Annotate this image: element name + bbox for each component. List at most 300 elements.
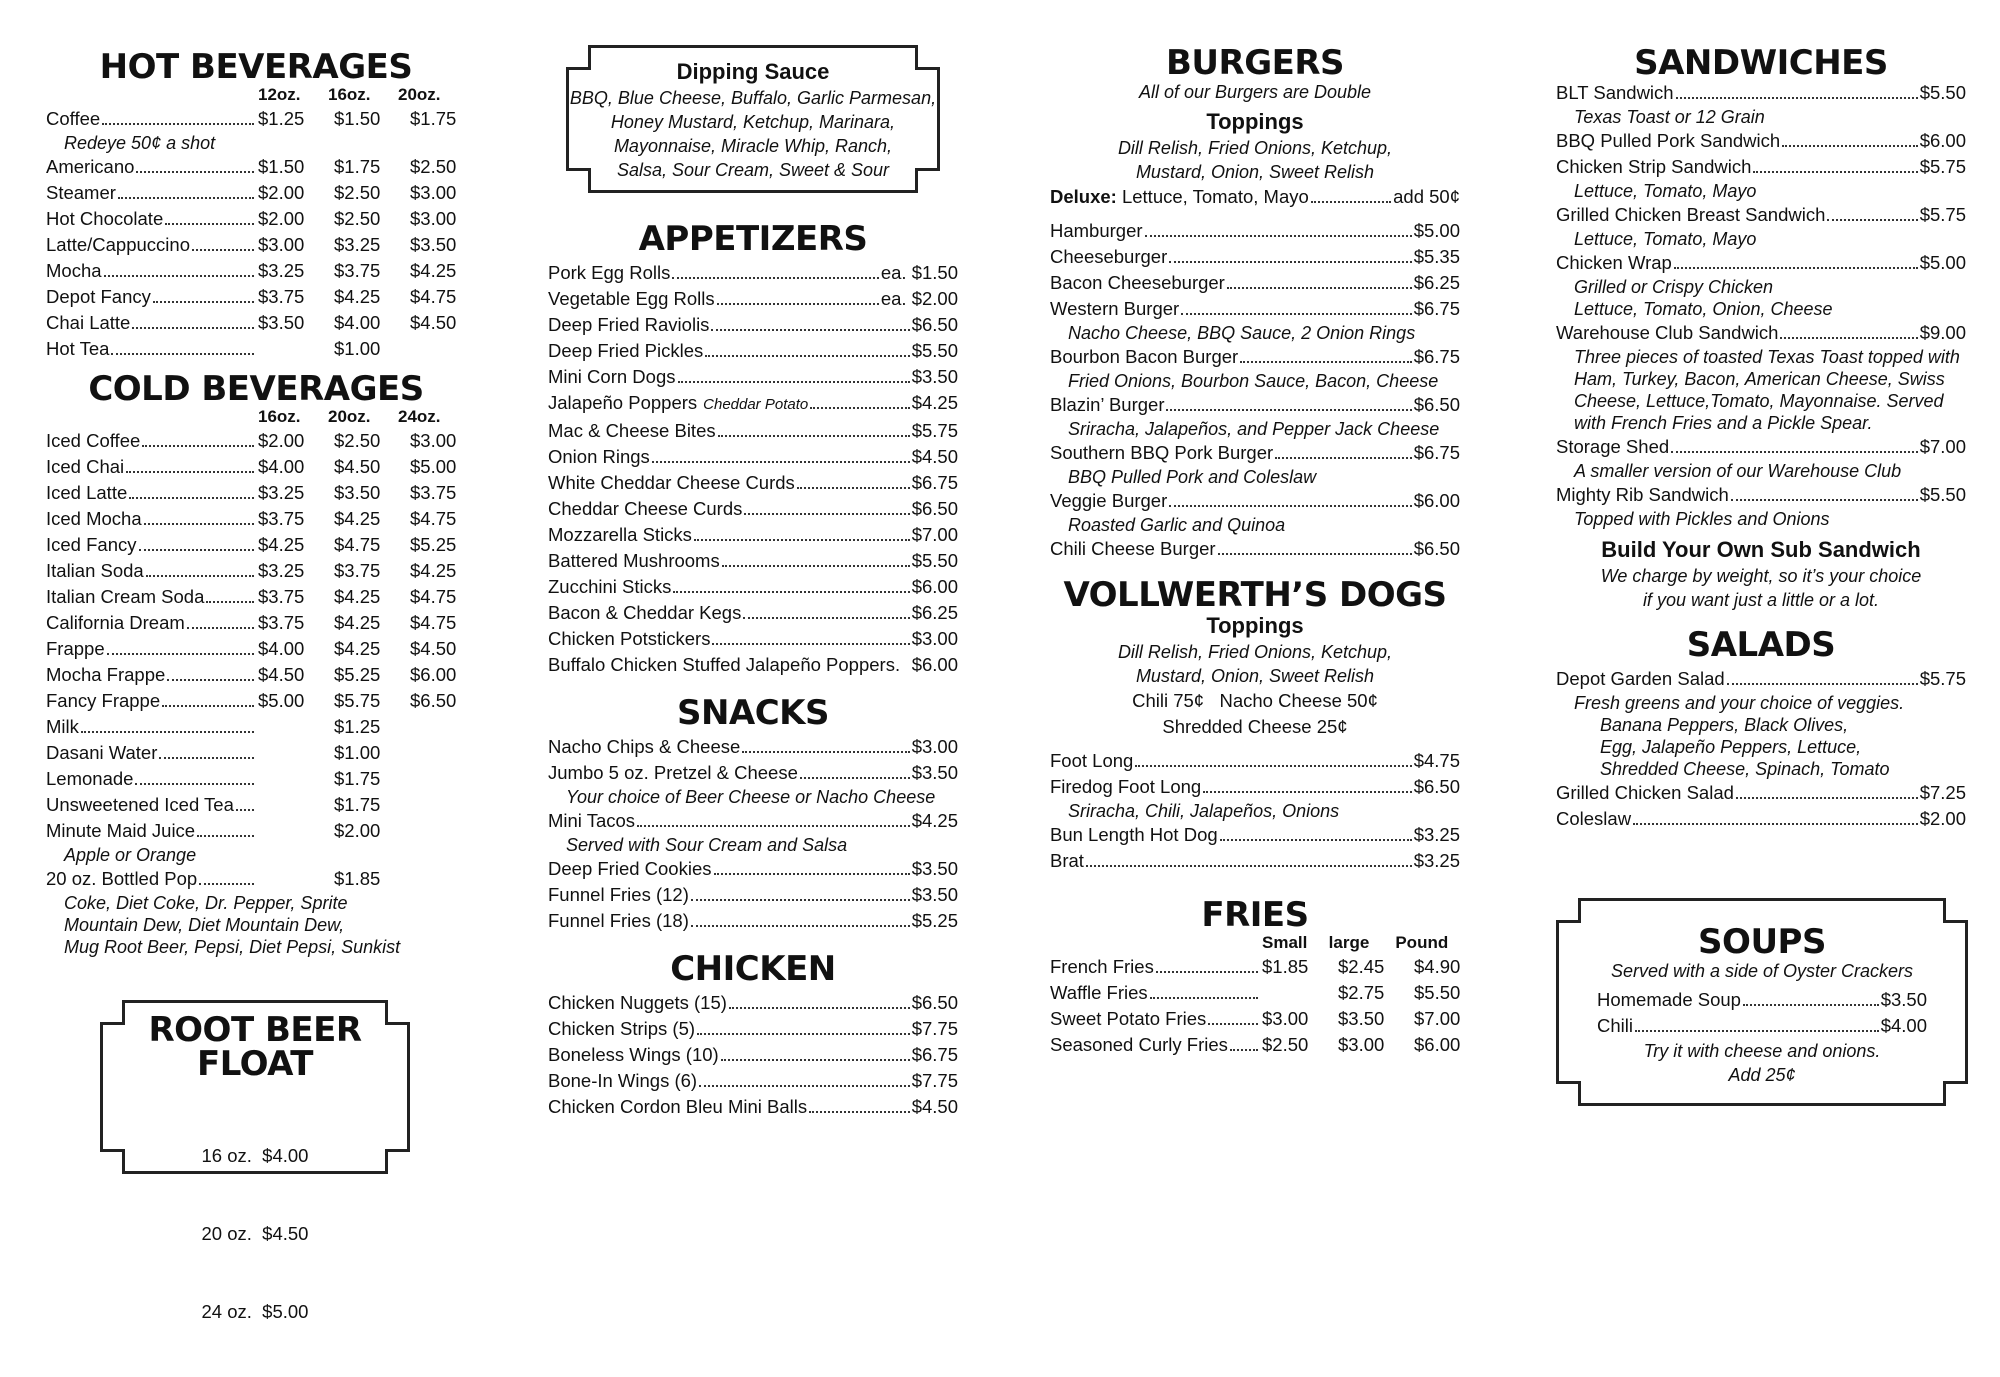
item-name: Chicken Wrap [1556, 252, 1672, 273]
hot-beverages-title: HOT BEVERAGES [99, 47, 413, 87]
burgers-subtitle: All of our Burgers are Double [1138, 82, 1372, 102]
leader-dots [652, 461, 910, 463]
leader-dots [729, 1007, 910, 1009]
menu-item-row [548, 734, 958, 760]
menu-item-row-tri [46, 688, 466, 714]
hot-beverages-sizes: 12oz. 16oz. 20oz. [258, 85, 441, 104]
leader-dots [165, 223, 254, 225]
item-price: $3.75 [258, 508, 305, 529]
item-note: Apple or Orange [64, 845, 197, 865]
item-name: Seasoned Curly Fries [1050, 1034, 1228, 1055]
item-name: Mighty Rib Sandwich [1556, 484, 1729, 505]
name-leader [46, 662, 256, 688]
leader-dots [1145, 235, 1412, 237]
item-name: Bacon & Cheddar Kegs [548, 602, 742, 623]
item-name: Grilled Chicken Breast Sandwich [1556, 204, 1826, 225]
item-sub-note: Shredded Cheese, Spinach, Tomato [1600, 759, 1890, 779]
item-name: Blazin’ Burger [1050, 394, 1165, 415]
item-price: $5.25 [410, 534, 457, 555]
menu-item-row [1556, 128, 1966, 154]
leader-dots [800, 777, 910, 779]
item-price: $2.50 [1262, 1034, 1309, 1055]
leader-dots [1275, 457, 1412, 459]
menu-item-row [1050, 536, 1460, 562]
leader-dots [139, 549, 255, 551]
item-price: $3.75 [258, 612, 305, 633]
item-name: Grilled Chicken Salad [1556, 782, 1734, 803]
item-name: Deep Fried Pickles [548, 340, 704, 361]
leader-dots [1203, 791, 1412, 793]
leader-dots [1169, 261, 1411, 263]
item-price: $2.00 [258, 182, 305, 203]
item-name: Firedog Foot Long [1050, 776, 1202, 797]
item-name: Bone-In Wings (6) [548, 1070, 698, 1091]
item-name: BBQ Pulled Pork Sandwich [1556, 130, 1781, 151]
item-name: Milk [46, 716, 79, 737]
menu-item-row-tri [46, 662, 466, 688]
item-price: $3.00 [410, 208, 457, 229]
item-price: $7.00 [911, 524, 958, 545]
chicken-list [548, 990, 958, 1120]
leader-dots [1676, 97, 1918, 99]
menu-item-row [1050, 848, 1460, 874]
menu-item-row [1050, 296, 1460, 322]
item-price: $4.50 [911, 446, 958, 467]
column-1 [46, 0, 466, 958]
item-price: $1.85 [334, 868, 381, 889]
leader-dots [142, 445, 254, 447]
item-name: Veggie Burger [1050, 490, 1168, 511]
leader-dots [1086, 865, 1412, 867]
item-price: $4.00 [258, 638, 305, 659]
leader-dots [1633, 823, 1918, 825]
item-price: $3.00 [911, 628, 958, 649]
burgers-list [1050, 218, 1460, 562]
item-price: $2.00 [1919, 808, 1966, 829]
item-name: Zucchini Sticks [548, 576, 672, 597]
name-leader [1050, 980, 1260, 1006]
menu-item-row-tri [46, 766, 466, 792]
item-price: $4.75 [1413, 750, 1460, 771]
leader-dots [1208, 1023, 1258, 1025]
item-name: Steamer [46, 182, 116, 203]
burgers-deluxe: Deluxe: Lettuce, Tomato, Mayo add 50¢ [1050, 186, 1460, 207]
item-price: $7.75 [911, 1070, 958, 1091]
item-price: $5.25 [911, 910, 958, 931]
menu-item-row [548, 626, 958, 652]
name-leader [46, 106, 256, 132]
item-price: $9.00 [1919, 322, 1966, 343]
item-price: $3.25 [258, 482, 305, 503]
menu-item-row-tri [46, 740, 466, 766]
item-price: $4.25 [258, 534, 305, 555]
menu-item-row-tri [46, 610, 466, 636]
item-name: Brat [1050, 850, 1084, 871]
menu-item-row-tri [46, 454, 466, 480]
menu-item-row-tri [46, 180, 466, 206]
menu-item-row [548, 908, 958, 934]
item-name: Deep Fried Cookies [548, 858, 712, 879]
name-leader [1050, 954, 1260, 980]
menu-item-row [548, 600, 958, 626]
item-note: A smaller version of our Warehouse Club [1574, 461, 1902, 481]
float-size-20: 20 oz. $4.50 [201, 1223, 309, 1244]
fries-sizes: Small large Pound [1262, 933, 1449, 952]
item-price: $6.75 [1413, 442, 1460, 463]
menu-item-row [548, 444, 958, 470]
leader-dots [1166, 409, 1411, 411]
menu-item-row [548, 470, 958, 496]
menu-item-row-tri [46, 336, 466, 362]
leader-dots [159, 757, 254, 759]
item-price: $5.50 [911, 550, 958, 571]
float-size-16: 16 oz. $4.00 [201, 1145, 309, 1166]
item-price: $3.50 [911, 858, 958, 879]
item-name: Warehouse Club Sandwich [1556, 322, 1779, 343]
menu-item-row [1556, 666, 1966, 692]
name-leader [46, 792, 256, 818]
item-price: ea. $1.50 [880, 262, 958, 283]
item-price: $5.25 [334, 664, 381, 685]
name-leader [46, 740, 256, 766]
item-name: Coleslaw [1556, 808, 1632, 829]
menu-item-row [1597, 987, 1927, 1013]
item-name: Hamburger [1050, 220, 1143, 241]
leader-dots [129, 497, 254, 499]
item-name: Southern BBQ Pork Burger [1050, 442, 1274, 463]
leader-dots [1743, 1004, 1879, 1006]
leader-dots [104, 275, 254, 277]
appetizers-title: APPETIZERS [638, 219, 868, 259]
menu-item-row [1597, 1013, 1927, 1039]
menu-item-row [1050, 440, 1460, 466]
root-beer-float-title-1: ROOT BEER [148, 1010, 362, 1050]
leader-dots [236, 809, 254, 811]
item-price: $5.75 [911, 420, 958, 441]
burgers-title: BURGERS [1165, 43, 1344, 83]
item-price: $3.00 [410, 430, 457, 451]
item-price: $3.00 [911, 736, 958, 757]
dogs-title: VOLLWERTH’S DOGS [1063, 575, 1447, 615]
menu-item-row [548, 652, 958, 678]
cold-beverages-title: COLD BEVERAGES [88, 369, 424, 409]
byo-line-2: if you want just a little or a lot. [1642, 590, 1880, 610]
item-name: Hot Chocolate [46, 208, 164, 229]
menu-item-row [548, 312, 958, 338]
name-leader [46, 766, 256, 792]
item-note: Fried Onions, Bourbon Sauce, Bacon, Cheese [1068, 371, 1439, 391]
item-price: $3.50 [911, 366, 958, 387]
chicken-title: CHICKEN [670, 949, 836, 989]
float-size-24: 24 oz. $5.00 [201, 1301, 309, 1322]
item-price: $3.00 [1262, 1008, 1309, 1029]
item-price: $1.50 [258, 156, 305, 177]
name-leader [46, 336, 256, 362]
item-price: $6.50 [911, 498, 958, 519]
leader-dots [697, 1033, 910, 1035]
item-name: Mocha Frappe [46, 664, 166, 685]
item-price: $7.75 [911, 1018, 958, 1039]
item-name: Hot Tea [46, 338, 110, 359]
leader-dots [136, 171, 254, 173]
item-price: $3.25 [258, 260, 305, 281]
item-price: $3.50 [911, 762, 958, 783]
item-price: $3.25 [258, 560, 305, 581]
leader-dots [678, 381, 910, 383]
leader-dots [1181, 313, 1411, 315]
menu-item-row [1050, 392, 1460, 418]
menu-item-row-tri [46, 106, 466, 132]
menu-item-row [1050, 244, 1460, 270]
leader-dots [718, 435, 910, 437]
item-price: $3.25 [334, 234, 381, 255]
name-leader [46, 866, 256, 892]
item-name: Chicken Potstickers [548, 628, 711, 649]
item-note: Your choice of Beer Cheese or Nacho Cheese [566, 787, 936, 807]
leader-dots [1230, 1049, 1258, 1051]
leader-dots [1156, 971, 1258, 973]
item-price: $3.50 [334, 482, 381, 503]
soups-title: SOUPS [1698, 922, 1826, 962]
leader-dots [192, 249, 254, 251]
item-price: $7.00 [1414, 1008, 1461, 1029]
item-price: $5.50 [1919, 484, 1966, 505]
item-sub-note: Banana Peppers, Black Olives, [1600, 715, 1849, 735]
leader-dots [118, 197, 254, 199]
name-leader [46, 480, 256, 506]
menu-item-row [548, 364, 958, 390]
item-price: $6.00 [911, 654, 958, 675]
menu-item-row-tri [1050, 1032, 1460, 1058]
item-price: $1.75 [334, 156, 381, 177]
item-name: California Dream [46, 612, 185, 633]
leader-dots [1753, 171, 1917, 173]
item-price: $6.75 [911, 472, 958, 493]
item-name: Chili [1597, 1015, 1633, 1036]
menu-item-row [1556, 202, 1966, 228]
item-price: $2.75 [1338, 982, 1385, 1003]
item-price: $4.00 [258, 456, 305, 477]
menu-item-row-tri [46, 206, 466, 232]
item-price: $1.75 [410, 108, 457, 129]
leader-dots [1169, 505, 1411, 507]
menu-item-row [1050, 748, 1460, 774]
leader-dots [717, 303, 879, 305]
menu-item-row [548, 496, 958, 522]
item-price: $6.00 [911, 576, 958, 597]
item-name: 20 oz. Bottled Pop [46, 868, 198, 889]
item-name: Battered Mushrooms [548, 550, 720, 571]
name-leader [46, 180, 256, 206]
item-name: BLT Sandwich [1556, 82, 1674, 103]
menu-item-row [548, 990, 958, 1016]
leader-dots [197, 835, 254, 837]
menu-item-row [548, 390, 958, 418]
item-price: $2.50 [334, 182, 381, 203]
name-leader [46, 636, 256, 662]
salads-title: SALADS [1686, 625, 1836, 665]
item-name: Bacon Cheeseburger [1050, 272, 1225, 293]
leader-dots [153, 301, 254, 303]
item-note: Coke, Diet Coke, Dr. Pepper, Sprite [64, 893, 348, 913]
item-name: Chicken Strips (5) [548, 1018, 696, 1039]
item-name: Storage Shed [1556, 436, 1670, 457]
item-name: Cheeseburger [1050, 246, 1168, 267]
root-beer-float-box [100, 1000, 410, 1322]
item-price: $5.00 [1413, 220, 1460, 241]
item-note: Lettuce, Tomato, Mayo [1574, 181, 1757, 201]
item-price: $5.75 [334, 690, 381, 711]
item-price: $4.75 [334, 534, 381, 555]
item-price: $6.50 [410, 690, 457, 711]
burgers-toppings-1: Dill Relish, Fried Onions, Ketchup, [1117, 138, 1393, 158]
item-price: $6.00 [410, 664, 457, 685]
menu-item-row [1556, 250, 1966, 276]
leader-dots [637, 825, 910, 827]
dipping-sauce-line-1: BBQ, Blue Cheese, Buffalo, Garlic Parmesan, [569, 88, 937, 108]
item-price: $4.50 [410, 312, 457, 333]
menu-item-row-tri [46, 310, 466, 336]
item-name: Chicken Nuggets (15) [548, 992, 727, 1013]
item-name: Chili Cheese Burger [1050, 538, 1216, 559]
item-price: $4.00 [334, 312, 381, 333]
item-name: Depot Garden Salad [1556, 668, 1725, 689]
menu-item-row [548, 1042, 958, 1068]
item-price: $6.50 [911, 992, 958, 1013]
leader-dots [1736, 797, 1918, 799]
name-leader [46, 688, 256, 714]
name-leader [46, 610, 256, 636]
dogs-toppings-1: Dill Relish, Fried Onions, Ketchup, [1117, 642, 1393, 662]
item-name: Bourbon Bacon Burger [1050, 346, 1239, 367]
item-name: Mocha [46, 260, 102, 281]
leader-dots [1827, 219, 1917, 221]
item-price: $1.00 [334, 742, 381, 763]
item-name: Onion Rings [548, 446, 650, 467]
name-leader [46, 428, 256, 454]
root-beer-float-title-2: FLOAT [196, 1044, 314, 1084]
item-price: $3.75 [258, 586, 305, 607]
item-price: $5.75 [1919, 668, 1966, 689]
leader-dots [126, 471, 254, 473]
item-name: Italian Soda [46, 560, 144, 581]
item-price: $6.50 [1413, 776, 1460, 797]
leader-dots [694, 539, 910, 541]
menu-item-row [1050, 218, 1460, 244]
leader-dots [167, 679, 254, 681]
item-price: $6.50 [1413, 394, 1460, 415]
leader-dots [1782, 145, 1918, 147]
name-leader [46, 258, 256, 284]
dipping-sauce-box [566, 45, 940, 193]
name-leader [46, 532, 256, 558]
item-name: Funnel Fries (18) [548, 910, 689, 931]
item-name: Pork Egg Rolls [548, 262, 671, 283]
menu-item-row-tri [46, 506, 466, 532]
item-sub-note: Egg, Jalapeño Peppers, Lettuce, [1600, 737, 1862, 757]
leader-dots [742, 751, 909, 753]
soups-list [1559, 987, 1965, 1039]
item-note: Sriracha, Chili, Jalapeños, Onions [1068, 801, 1340, 821]
item-note: Served with Sour Cream and Salsa [566, 835, 848, 855]
item-name: Mozzarella Sticks [548, 524, 692, 545]
item-price: $4.25 [410, 560, 457, 581]
leader-dots [111, 353, 254, 355]
menu-item-row-tri [46, 714, 466, 740]
item-name: Nacho Chips & Cheese [548, 736, 741, 757]
item-name: Latte/Cappuccino [46, 234, 190, 255]
dogs-toppings-title: Toppings [1206, 613, 1304, 638]
item-price: $5.00 [258, 690, 305, 711]
snacks-title: SNACKS [676, 693, 830, 733]
menu-item-row-tri [46, 154, 466, 180]
item-price: $4.75 [410, 508, 457, 529]
column-3 [1050, 43, 1461, 1058]
menu-item-row-tri [46, 558, 466, 584]
item-name: French Fries [1050, 956, 1154, 977]
menu-item-row [548, 418, 958, 444]
menu-item-row [1050, 344, 1460, 370]
menu-item-row [1556, 154, 1966, 180]
item-note: Mountain Dew, Diet Mountain Dew, [64, 915, 345, 935]
item-price: $5.00 [410, 456, 457, 477]
item-price: $3.00 [258, 234, 305, 255]
item-name: Boneless Wings (10) [548, 1044, 719, 1065]
menu-item-row [1556, 434, 1966, 460]
item-name: Waffle Fries [1050, 982, 1148, 1003]
name-leader [1050, 1032, 1260, 1058]
leader-dots [1674, 267, 1918, 269]
cold-beverages-sizes: 16oz. 20oz. 24oz. [258, 407, 441, 426]
item-price: $3.00 [1338, 1034, 1385, 1055]
item-price: $4.25 [911, 810, 958, 831]
leader-dots [714, 873, 910, 875]
item-price: $2.50 [334, 430, 381, 451]
item-price: $6.00 [1413, 490, 1460, 511]
item-name: Chicken Cordon Bleu Mini Balls [548, 1096, 808, 1117]
leader-dots [1731, 499, 1918, 501]
item-name: Vegetable Egg Rolls [548, 288, 715, 309]
item-name: Iced Mocha [46, 508, 142, 529]
item-name: Chicken Strip Sandwich [1556, 156, 1752, 177]
menu-item-row [548, 260, 958, 286]
menu-item-row [548, 1094, 958, 1120]
item-price: $4.25 [334, 286, 381, 307]
item-name: Depot Fancy [46, 286, 151, 307]
menu-item-row-tri [46, 584, 466, 610]
item-note: Roasted Garlic and Quinoa [1068, 515, 1286, 535]
menu-item-row [548, 882, 958, 908]
column-2 [548, 219, 958, 1120]
item-name: Italian Cream Soda [46, 586, 205, 607]
menu-item-row-tri [46, 284, 466, 310]
item-price: $1.50 [334, 108, 381, 129]
leader-dots [187, 627, 254, 629]
menu-item-row-tri [46, 232, 466, 258]
item-name: Unsweetened Iced Tea [46, 794, 234, 815]
dogs-extras-2: Shredded Cheese 25¢ [1162, 716, 1348, 737]
item-price: $1.25 [334, 716, 381, 737]
item-price: $1.75 [334, 794, 381, 815]
item-price: $4.25 [334, 586, 381, 607]
item-price: $5.50 [1919, 82, 1966, 103]
name-leader [46, 232, 256, 258]
item-price: $4.50 [258, 664, 305, 685]
dipping-sauce-title: Dipping Sauce [676, 59, 830, 84]
item-price: $6.00 [1414, 1034, 1461, 1055]
item-name: Frappe [46, 638, 105, 659]
menu-item-row [1556, 780, 1966, 806]
